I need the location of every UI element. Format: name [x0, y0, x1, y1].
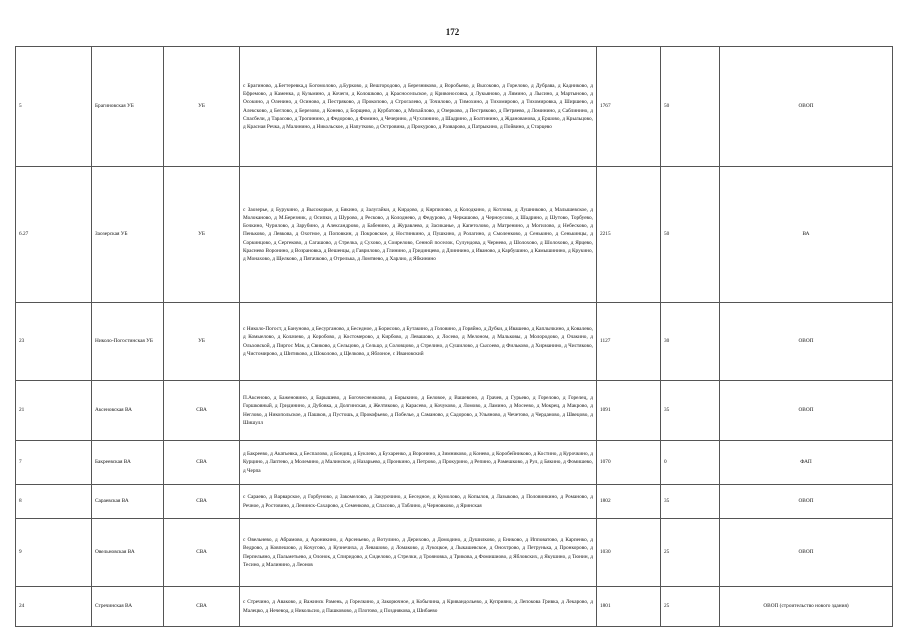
table-row: [16, 47, 893, 167]
distance-value: 0: [661, 441, 720, 485]
distance-value: 25: [661, 519, 720, 587]
facility-type: УБ: [164, 47, 240, 167]
row-number: 23: [16, 303, 92, 381]
facility-name: Стречинская ВА: [92, 587, 164, 627]
distance-value: 35: [661, 485, 720, 519]
settlements-list: с Стречино, д Аваково, д Важинск Рамень, д Горелкино, д Закорючное, д Кобычина, д Кривандольево, д Куприяно, д Лепокова Гривка, д Лекарово, д Малецко, д Нечевод, д Никольсио, д Пашковово, д Плотово, д Позднякова, д Шибаево: [240, 587, 597, 627]
category-value: ОВОП: [720, 381, 893, 441]
population-value: 1802: [597, 485, 661, 519]
facility-name: Овельновская ВА: [92, 519, 164, 587]
table-row: [16, 441, 893, 485]
facility-name: Аксеновская ВА: [92, 381, 164, 441]
distance-value: 25: [661, 587, 720, 627]
settlements-list: с Сараево, д Варварское, д Горбуново, д Закомелово, д Закурочино, д Беседное, д Кумолово, д Копылов, д Лазыково, д Половинкино, д Романово, д Речное, д Ростовино, д Ленинск-Сахарово, д Семенково, д Спасово, д Таблино, д Черновково, д Яринская: [240, 485, 597, 519]
population-value: 1030: [597, 519, 661, 587]
table-row: [16, 485, 893, 519]
settlements-list: с Николо-Погост, д Бануново, д Бесурганово, д Беседное, д Борисово, д Бутакино, д Головино, д Горяйно, д Дубки, д Ивашево, д Каплычкино, д Ковалево, д Комыелово, д Колачево, д Коробово, д Костомерово, д Кирбово, д Левашово, д Лосево, д Мелоном, д Мальковы, д Молородово, д Очакино, д Ольховской, д Пиргос Мак, д Свиково, д Сельцово, д Сельцо, д Соловцово, д Стрелино, д Сушилово, д Сысоево, д Фильково, д Хирманино, д Чистяково, д Чистомирово, д Шитиково, д Шоколово, д Щелково, д Яблоное, с Ивановский: [240, 303, 597, 381]
settlements-list: с Овельнево, д Абрамово, д Ароникино, д Арсеньево, д Вотулино, д Дерихово, д Домодино, д Душилково, д Ениково, д Ипповатово, д Карпенко, д Ведрово, д Ковпешово, д Кочугово, д Кузнечиха, д Левашово, д Ломаково, д Лукоцкое, д Лыкашевское, д Онохтрово, д Петрунька, д Пронкорово, д Перпельяно, д Пальметьево, д Олонок, д Спиридово, д Сиделово, д Стрелки, д Трояновка, д Трикова, д Фомишиово, д Ябловских, д Якушино, д Тюнин, д Тесино, д Малинино, д Леонов: [240, 519, 597, 587]
settlements-list: П.Аксеново, д Баженовино, д Барышево, д Богочеснежково, д Борыкино, д Беловое, д Вашевоно, д Грачев, д Гурьево, д Горелово, д Горелец, д Горшковный, д Гридинино, д Дубовка, д Долгинская, д Желтяково, д Карасево, д Кочуково, д Ломово, д Ламино, д Мосеево, д Мокрец, д Макрово, д Неглово, д Никопольское, д Пашков, д Пустошь, д Прокофьево, д Побелье, д Саманово, д Садорово, д Ульяново, д Чечетово, д Черданово, д Швецово, д Шишулл: [240, 381, 597, 441]
population-value: 1070: [597, 441, 661, 485]
table-row: [16, 381, 893, 441]
distance-value: 50: [661, 47, 720, 167]
facility-type: УБ: [164, 303, 240, 381]
facility-type: УБ: [164, 167, 240, 303]
facility-name: Сараевская ВА: [92, 485, 164, 519]
table-row: [16, 587, 893, 627]
row-number: 6.27: [16, 167, 92, 303]
row-number: 8: [16, 485, 92, 519]
row-number: 21: [16, 381, 92, 441]
category-value: ОВОП (строительство нового здания): [720, 587, 893, 627]
row-number: 5: [16, 47, 92, 167]
facility-type: СВА: [164, 441, 240, 485]
table-row: [16, 303, 893, 381]
facility-type: СВА: [164, 381, 240, 441]
facility-name: Бакреевская ВА: [92, 441, 164, 485]
category-value: ОВОП: [720, 47, 893, 167]
category-value: ОВОП: [720, 519, 893, 587]
population-value: 1127: [597, 303, 661, 381]
facilities-table: [15, 46, 893, 627]
distance-value: 50: [661, 167, 720, 303]
population-value: 2215: [597, 167, 661, 303]
settlements-list: с Заозерье, д Бурукино, д Высокорые, д Бякино, д Залугайки, д Кирдово, д Кирпилово, д Колодкино, д Котлова, д Лушниково, д Малышевское, д Молоканово, д М.Березник, д Осипки, д Шурово, д Ресково, д Колоднево, д Федурово, д Черкашово, д Черноусово, д Шадрино, д Шутово, Торбуево, Бочкино, Чурилово, д Зарубино, д Александрово, д Бабенино, д Журавлево, д Засиканье, д Капетолово, д Матренино, д Могилово, д Небесково, д Пеньково, д Левкова, д Охотное, д Поповкин, д Покровское, д Ностинкино, д Пушкино, д Ролагино, д Смоленково, д Сенькино, д Сенькинцы, д Соркинцово, д Сергеково, д Сагашово, д Стрелка, д Сухово, д Соирелово, Сенной поселок, Сулундова, д Чернево, д Шолохово, д Шолохово, д Ярцево, Краснево Воронино, д Возрановка, д Вешенцы, д Гаврилово, д Глинино, д Гридинцево, д Длиннино, д Иваново, д Карбушино, д Камышинино, д Крукино, д Монахово, д Щелково, д Пятачково, д Отрелька, д Ломтяево, д Харлио, д Ябкинино: [240, 167, 597, 303]
page-number: 172: [445, 27, 460, 37]
population-value: 1091: [597, 381, 661, 441]
category-value: ВА: [720, 167, 893, 303]
settlements-list: с Брагиново, д.Бегтеревка,д Богомолово, д.Бурково, д Вешгородово, д Березниково, д Воробьево, д Высоково, д Горелово, д Дубрава, д Кадниково, д Ефремово, д Каменка, д Кузьмино, д Кочеги, д Колошково, д Красносельское, д Кривоносовка, д Лукьяново, д Лямино, д Лысино, д Мартыново, д Осокино, д Оленино, д Осиново, д Пестряково, д Прокопово, д Строгалево, д Точилово, д Тимохино, д Тихомирово, д Тихомировка, д Ширшево, д Алексково, д Беглово, д Березово, д Конево, д Борщево, д Курбатово, д Михайлово, д Озерково, д Пестряково, д Петряево, д Ломинино, д Саблинино, д Спасбели, д Тарасово, д Тропинино, д Федорово, д Фомино, д Чечерино, д Чухлинино, д Шадрино, д Болтинино, д Жданованова, д Ершово, д Крыльцово, д Красная Речка, д Малинино, д Никольское, д Напутково, д Островина, д Прокурово, д Разварово, д Патрыкино, д Пойвино, д Старцево: [240, 47, 597, 167]
facility-name: Брагиновская УБ: [92, 47, 164, 167]
table-row: [16, 519, 893, 587]
row-number: 24: [16, 587, 92, 627]
facility-name: Заозерская УБ: [92, 167, 164, 303]
facility-name: Николо-Погостинская УБ: [92, 303, 164, 381]
population-value: 1801: [597, 587, 661, 627]
population-value: 1767: [597, 47, 661, 167]
distance-value: 35: [661, 381, 720, 441]
settlements-list: д Бакреево, д Акатьевка, д Беспалово, д Бондиц, д Буклево, д Бухаренко, д Воронино, д Зимниково, д Конево, д Коробейниково, д Костино, д Курочкино, д Курцино, д Лаптево, д Молемино, д Малинское, д Назарьево, д Пронкино, д Петрово, д Прокурино, д Репино, д Рамешково, д Рул, д Бякино, д Фомишево, д Черпа: [240, 441, 597, 485]
category-value: ОВОП: [720, 303, 893, 381]
facility-type: СВА: [164, 519, 240, 587]
category-value: ОВОП: [720, 485, 893, 519]
facility-type: СВА: [164, 485, 240, 519]
row-number: 9: [16, 519, 92, 587]
distance-value: 30: [661, 303, 720, 381]
category-value: ФАП: [720, 441, 893, 485]
facility-type: СВА: [164, 587, 240, 627]
table-row: [16, 167, 893, 303]
row-number: 7: [16, 441, 92, 485]
